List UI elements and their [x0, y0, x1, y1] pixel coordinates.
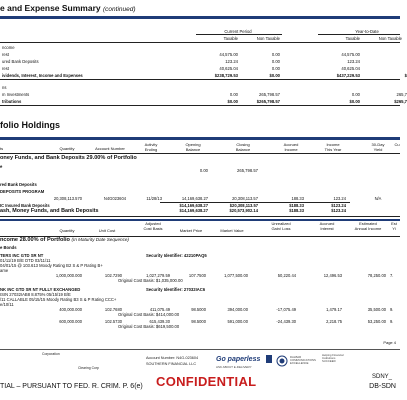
income-row-nontaxable-ytd: $265,7: [394, 99, 407, 104]
cash-total-closing: $20,573,902.14: [229, 208, 258, 213]
cash-total-ytd: $123.24: [331, 208, 346, 213]
bond2-line4: e/10/11: [0, 302, 14, 307]
col-taxable: Taxable: [223, 36, 238, 41]
program-yield: N/A: [374, 196, 382, 201]
income-row-label: ns: [2, 85, 7, 90]
income-row: [0, 73, 407, 78]
divider: [0, 216, 400, 217]
income-row: [0, 92, 407, 97]
bates-number-top: SDNY_: [371, 374, 392, 380]
cash-row-a-label: e: [0, 164, 3, 169]
footer-account: Account Number: N4G-023604: [146, 356, 199, 360]
bond2-lot1-est-income: 35,500.00: [367, 307, 386, 312]
insured-label: red Bank Deposits: [0, 182, 37, 187]
income-row-nontaxable-ytd: $: [404, 73, 407, 78]
income-row-taxable: 44,575.00: [219, 52, 238, 57]
income-row-taxable-ytd: $437,229.53: [336, 73, 360, 78]
bond2-lot2-gain: -24,439.30: [276, 319, 296, 324]
income-row-label: rest: [2, 52, 9, 57]
bond2-lot1-orig-cost: Original Cost Basis: $414,000.00: [118, 312, 180, 317]
income-row-taxable-ytd: 44,575.00: [341, 52, 360, 57]
footer-firm: SOUTHERN FINANCIAL LLC: [146, 362, 197, 366]
sipc-badge-icon: [266, 355, 272, 363]
income-row-label: tributions: [2, 99, 22, 104]
bond2-lot1-adjcost: 411,075.49: [149, 307, 170, 312]
bond1-name: TERS INC GTD SR NT: [0, 253, 44, 258]
bond2-lot2-price: 98.5000: [191, 319, 206, 324]
cash-total-label: ash, Money Funds, and Bank Deposits: [0, 208, 99, 214]
go-paperless-sub: ASK ABOUT E-DELIVERY: [216, 365, 252, 369]
program-accrued: 188.33: [291, 196, 304, 201]
fdic-total-opening: $14,169,638.27: [179, 203, 208, 208]
income-row-label: rest: [2, 66, 9, 71]
income-row: [0, 66, 400, 71]
income-row-taxable-ytd: 0.00: [351, 92, 360, 97]
fdic-total-ytd: $123.24: [331, 203, 346, 208]
income-row-taxable-ytd: $0.00: [349, 99, 360, 104]
fdic-total-label: IC Insured Bank Deposits: [0, 203, 50, 208]
cash-header-yield: 30-Day Yield: [371, 142, 385, 152]
program-activity: 11/28/13: [146, 196, 162, 201]
income-row-nontaxable: $0.00: [269, 73, 280, 78]
income-row-label: ured Bank Deposits: [2, 59, 39, 64]
cash-header-opening: Opening Balance: [185, 142, 201, 152]
bond2-lot1-price: 98.5000: [191, 307, 206, 312]
award-text: DALBAR COMMUNICATIONS EXCELLENCE: [290, 355, 316, 366]
bond2-line3: /11 CALLABLE 05/15/15 Moody Rating B3 S & P Rating CCC+: [0, 297, 117, 302]
cash-total-accrued: $188.33: [289, 208, 304, 213]
fi-header-unrealized: Unrealized Gain/ Loss: [271, 221, 291, 231]
ytd-label: Year-to-Date: [355, 29, 379, 34]
fixed-income-pct: 28.00% of Portfolio: [19, 237, 70, 243]
income-row-taxable-ytd: 40,625.04: [341, 66, 360, 71]
cash-row-a-opening: 0.00: [199, 168, 208, 173]
bonds-label: e Bonds: [0, 245, 17, 250]
program-account: N4G023604: [103, 196, 126, 201]
cash-header-cut: Cu: [394, 142, 400, 147]
cash-row-a-closing: 265,798.57: [237, 168, 258, 173]
fixed-income-note: (In Maturity Date Sequence): [71, 237, 129, 242]
cash-header-accrued: Accrued Income: [283, 142, 299, 152]
bond2-lot1-accrued: 1,479.17: [326, 307, 342, 312]
income-row-label: ividends, Interest, Income and Expenses: [2, 73, 83, 78]
divider: [0, 42, 400, 43]
bond1-accrued: 12,496.53: [323, 273, 342, 278]
bond2-lot2-est-income: 53,250.00: [367, 319, 386, 324]
program-ytd: 123.24: [333, 196, 346, 201]
fixed-income-title: [0, 237, 129, 243]
bond1-orig-cost: Original Cost Basis: $1,035,000.00: [118, 278, 183, 283]
program-closing: 20,308,113.57: [232, 196, 258, 201]
bond1-value: 1,077,500.00: [224, 273, 248, 278]
bond2-lot1-quantity: 400,000.000: [59, 307, 82, 312]
bond1-est-income: 78,250.00: [367, 273, 386, 278]
bond1-adjcost: 1,027,279.59: [146, 273, 170, 278]
income-row: [0, 99, 407, 104]
bond1-line3: 04/01/15 @ 103.613 Moody Rating B2 S & P Rating B+: [0, 263, 103, 268]
bond2-lot1-est-yield: 9.: [390, 307, 394, 312]
divider: [0, 236, 400, 237]
bond1-est-yield: 7.: [390, 273, 394, 278]
divider: [0, 79, 400, 80]
income-row-taxable-ytd: 123.24: [347, 59, 360, 64]
divider: [318, 34, 400, 35]
go-paperless-logo: Go paperless: [216, 356, 261, 363]
bond2-lot1-row: [0, 307, 400, 312]
footer-corp: Corporation: [42, 352, 60, 356]
summary-header-bar: [0, 16, 400, 19]
fdic-total-accrued: $188.33: [289, 203, 304, 208]
bond2-lot2-quantity: 600,000.000: [59, 319, 82, 324]
bond2-lot1-gain: -17,075.49: [276, 307, 296, 312]
bond2-lot2-adjcost: 615,439.30: [149, 319, 170, 324]
col-nontaxable-ytd: Non Taxable: [378, 36, 402, 41]
confidential-notice: TIAL – PURSUANT TO FED. R. CRIM. P. 6(e): [0, 383, 143, 390]
footer-rule: [0, 349, 400, 350]
confidential-stamp: CONFIDENTIAL: [156, 374, 257, 389]
holdings-header-bar: [0, 137, 400, 140]
bond2-lot2-row: [0, 319, 400, 324]
fi-header-price: Market Price: [179, 228, 203, 233]
cash-header-closing: Closing Balance: [235, 142, 251, 152]
divider: [196, 34, 282, 35]
income-row-taxable: $238,729.53: [214, 73, 238, 78]
page-number: Page 4: [383, 340, 396, 345]
income-row-taxable: 0.00: [229, 92, 238, 97]
fi-header-unitcost: Unit Cost: [98, 228, 116, 233]
portfolio-title: folio Holdings: [0, 120, 60, 130]
income-row-taxable: $0.00: [227, 99, 238, 104]
bond1-gain: 50,220.44: [277, 273, 296, 278]
cash-header-left: ts: [0, 146, 4, 151]
income-row: [0, 59, 400, 64]
fdic-total-closing: $20,308,113.57: [229, 203, 258, 208]
bond2-name: NK INC GTD SR NT FULLY EXCHANGED: [0, 287, 81, 292]
fi-header-value: Market Value: [220, 228, 244, 233]
income-row: [0, 52, 400, 57]
current-period-label: Current Period: [224, 29, 252, 34]
income-row-taxable: 40,625.04: [219, 66, 238, 71]
fixed-income-bar: [0, 219, 400, 221]
summary-title-suffix: (continued): [103, 6, 136, 13]
summary-title: [0, 3, 136, 13]
bates-number-bottom: DB-SDN: [369, 383, 396, 390]
bond1-quantity: 1,000,000.000: [55, 273, 82, 278]
cash-section-name: oney Funds, and Bank Deposits: [0, 155, 85, 161]
bond2-lot1-value: 394,000.00: [227, 307, 248, 312]
footer-clearing: Clearing Corp: [78, 366, 99, 370]
cash-section-title: [0, 155, 137, 161]
bond2-lot2-value: 591,000.00: [227, 319, 248, 324]
bond1-row: [0, 273, 400, 278]
bond1-price: 107.7500: [188, 273, 206, 278]
cash-total-opening: $14,169,638.27: [179, 208, 208, 213]
bond2-lot2-orig-cost: Original Cost Basis: $619,500.00: [118, 324, 180, 329]
income-row: [0, 45, 400, 50]
income-row-nontaxable: $265,798.57: [256, 99, 280, 104]
bond1-line4: ame: [0, 268, 9, 273]
program-row: [0, 196, 400, 201]
program-quantity: 20,308,113.570: [53, 196, 82, 201]
fi-header-accrued: Accrued Interest: [319, 221, 335, 231]
program-opening: 14,169,638.27: [181, 196, 208, 201]
income-row-label: m Investments: [2, 92, 30, 97]
bond2-line2: ISIN 27032IAB8 8.875% 05/15/19 B/E: [0, 292, 71, 297]
income-row-nontaxable-ytd: 265,7: [396, 92, 407, 97]
income-row-nontaxable: 0.00: [271, 59, 280, 64]
income-row-taxable: 123.24: [225, 59, 238, 64]
bond2-lot2-unitcost: 102.5730: [104, 319, 122, 324]
fi-header-quantity: Quantity: [59, 228, 75, 233]
cash-header-income-ytd: Income This Year: [324, 142, 342, 152]
footer-right-logo: Helping Financial Institutions SUCCEED: [322, 353, 344, 364]
income-row: [0, 85, 400, 90]
divider: [0, 105, 400, 106]
income-row-nontaxable: 265,798.57: [259, 92, 280, 97]
fixed-income-name: ncome: [0, 237, 19, 243]
cash-total-row: [0, 208, 400, 213]
fi-header-yield: Est Yi: [391, 221, 397, 231]
summary-title-text: e and Expense Summary: [0, 3, 101, 13]
cash-header-activity: Activity Ending: [144, 142, 158, 152]
cash-header-account: Account Number: [95, 146, 125, 151]
fi-header-adjcost: Adjusted Cost Basis: [143, 221, 163, 231]
income-row-nontaxable: 0.00: [271, 66, 280, 71]
income-row-label: ncome: [2, 45, 15, 50]
bond2-lot1-unitcost: 102.7680: [104, 307, 122, 312]
divider: [0, 153, 400, 154]
bond1-unitcost: 102.7290: [104, 273, 122, 278]
bond2-id: Security Identifier: 27032IAC6: [146, 287, 206, 292]
col-taxable-ytd: Taxable: [345, 36, 360, 41]
program-label: DEPOSITS PROGRAM: [0, 189, 45, 194]
bond1-line2: 01/11/19 B/E DTD 03/11/11: [0, 258, 51, 263]
col-nontaxable: Non Taxable: [256, 36, 280, 41]
cash-section-pct: 29.00% of Portfolio: [86, 155, 137, 161]
bond2-lot2-accrued: 2,218.75: [326, 319, 342, 324]
bond1-id: Security Identifier: 42210PAQ5: [146, 253, 207, 258]
fi-header-estimated: Estimated Annual Income: [354, 221, 382, 231]
bond2-lot2-est-yield: 9.: [390, 319, 394, 324]
income-row-nontaxable: 0.00: [271, 52, 280, 57]
cash-header-quantity: Quantity: [59, 146, 75, 151]
